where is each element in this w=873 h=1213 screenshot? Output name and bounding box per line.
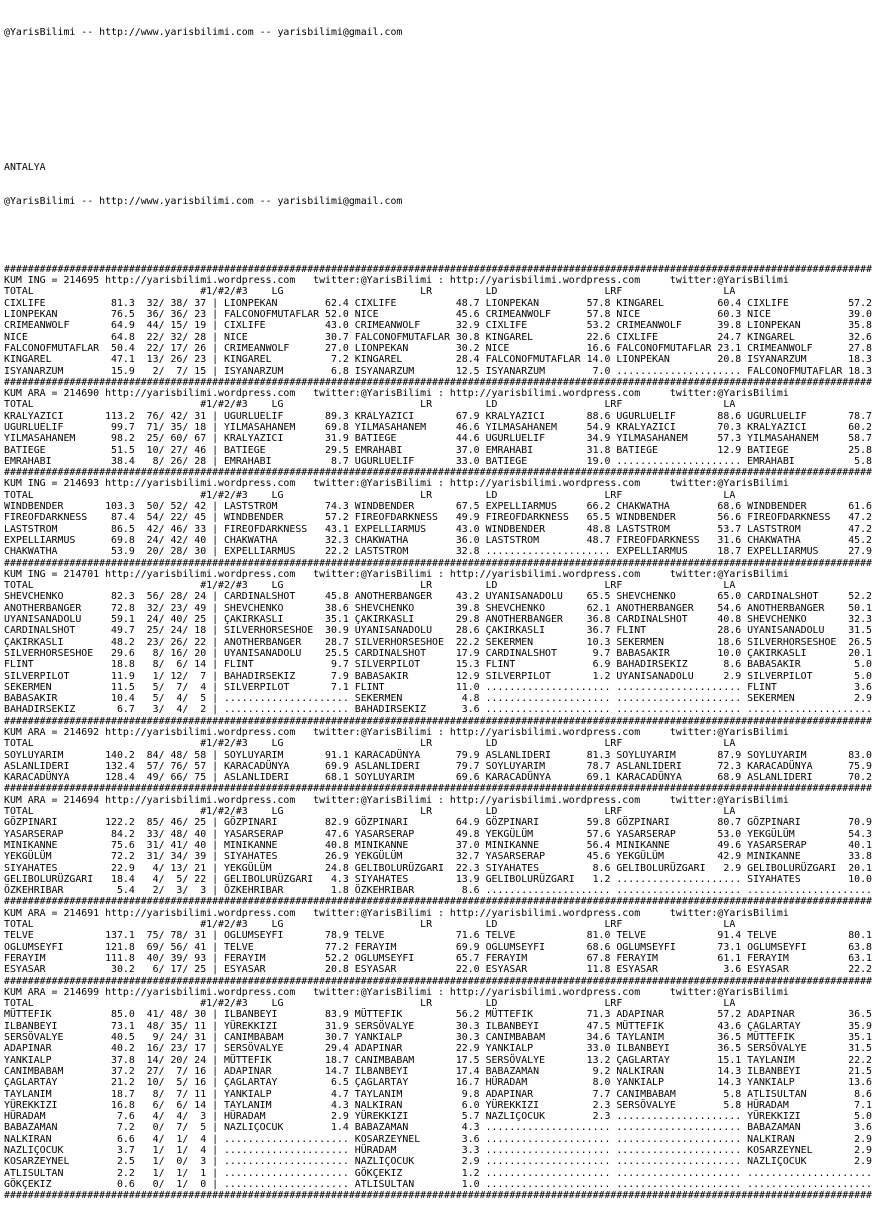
section-title: KUM ING = 214693 http://yarisbilimi.wordpress.com twitter:@YarisBilimi : http://yarisbilimi.wordpress.com twitter:@YarisBilimi	[4, 478, 789, 490]
table-row: NICE 64.8 22/ 32/ 28 | NICE 30.7 FALCONOFMUTAFLAR 30.8 KINGAREL 22.6 CIXLIFE 24.7 KINGAREL 32.6	[4, 331, 873, 343]
section-separator: ##################################################################################################################################################	[4, 263, 873, 275]
table-row: EXPELLIARMUS 69.8 24/ 42/ 40 | CHAKWATHA 32.3 CHAKWATHA 36.0 LASTSTROM 48.7 FIREOFDARKNESS 31.6 CHAKWATHA 45.2	[4, 534, 873, 546]
table-row: MÜTTEFIK 85.0 41/ 48/ 30 | ILBANBEYI 83.9 MÜTTEFIK 56.2 MÜTTEFIK 71.3 ADAPINAR 57.2 ADAPINAR 36.5	[4, 1009, 873, 1021]
table-row: TELVE 137.1 75/ 78/ 31 | OGLUMSEYFI 78.9 TELVE 71.6 TELVE 81.0 TELVE 91.4 TELVE 80.1	[4, 930, 873, 942]
table-row: UYANISANADOLU 59.1 24/ 40/ 25 | ÇAKIRKASLI 35.1 ÇAKIRKASLI 29.8 ANOTHERBANGER 36.8 CARDINALSHOT 40.8 SHEVCHENKO 32.3	[4, 614, 873, 626]
table-row: EMRAHABI 38.4 8/ 26/ 28 | EMRAHABI 8.7 UGURLUELIF 33.0 BATIEGE 19.0 ..................... EMRAHABI 5.8	[4, 455, 873, 467]
table-row: LIONPEKAN 76.5 36/ 36/ 23 | FALCONOFMUTAFLAR 52.0 NICE 45.6 CRIMEANWOLF 57.8 NICE 60.3 NICE 39.0	[4, 309, 873, 321]
section-separator: ##################################################################################################################################################	[4, 557, 873, 569]
table-row: CHAKWATHA 53.9 20/ 28/ 30 | EXPELLIARMUS 22.2 LASTSTROM 32.8 ..................... EXPELLIARMUS 18.7 EXPELLIARMUS 27.9	[4, 546, 873, 558]
blank-line	[4, 230, 873, 241]
column-header: TOTAL #1/#2/#3 LG LR LD LRF LA	[4, 738, 736, 750]
blank-line	[4, 94, 873, 105]
section-separator: ##################################################################################################################################################	[4, 896, 873, 908]
table-row: ISYANARZUM 15.9 2/ 7/ 15 | ISYANARZUM 6.8 ISYANARZUM 12.5 ISYANARZUM 7.0 ..................... FALCONOFMUTAFLAR 18.3	[4, 365, 873, 377]
section-title: KUM ARA = 214691 http://yarisbilimi.wordpress.com twitter:@YarisBilimi : http://yarisbilimi.wordpress.com twitter:@YarisBilimi	[4, 907, 789, 919]
table-row: FLINT 18.8 8/ 6/ 14 | FLINT 9.7 SILVERPILOT 15.3 FLINT 6.9 BAHADIRSEKIZ 8.6 BABASAKIR 5.0	[4, 659, 873, 671]
table-row: SILVERHORSESHOE 29.6 8/ 16/ 20 | UYANISANADOLU 25.5 CARDINALSHOT 17.9 CARDINALSHOT 9.7 BABASAKIR 10.0 ÇAKIRKASLI 20.1	[4, 647, 873, 659]
section-separator: ##################################################################################################################################################	[4, 975, 873, 987]
location-title: ANTALYA	[4, 162, 46, 174]
table-row: SHEVCHENKO 82.3 56/ 28/ 24 | CARDINALSHOT 45.8 ANOTHERBANGER 43.2 UYANISANADOLU 65.5 SHEVCHENKO 65.0 CARDINALSHOT 52.2	[4, 591, 873, 603]
table-row: GÖZPINARI 122.2 85/ 46/ 25 | GÖZPINARI 82.9 GÖZPINARI 64.9 GÖZPINARI 59.8 GÖZPINARI 80.7 GÖZPINARI 70.9	[4, 817, 873, 829]
table-row: SEKERMEN 11.5 5/ 7/ 4 | SILVERPILOT 7.1 FLINT 11.0 ..................... ..................... FLINT 3.6	[4, 681, 873, 693]
table-row: UGURLUELIF 99.7 71/ 35/ 18 | YILMASAHANEM 69.8 YILMASAHANEM 46.6 YILMASAHANEM 54.9 KRALYAZICI 70.3 KRALYAZICI 60.2	[4, 421, 873, 433]
table-row: CRIMEANWOLF 64.9 44/ 15/ 19 | CIXLIFE 43.0 CRIMEANWOLF 32.9 CIXLIFE 53.2 CRIMEANWOLF 39.8 LIONPEKAN 35.8	[4, 320, 873, 332]
table-row: SIYAHATES 22.9 4/ 13/ 21 | YEKGÜLÜM 24.8 GELIBOLURÜZGARI 22.3 SIYAHATES 8.6 GELIBOLURÜZGARI 2.9 GELIBOLURÜZGARI 20.1	[4, 862, 873, 874]
table-row: YANKIALP 37.8 14/ 20/ 24 | MÜTTEFIK 18.7 CANIMBABAM 17.5 SERSÖVALYE 13.2 ÇAGLARTAY 15.1 TAYLANIM 22.2	[4, 1054, 873, 1066]
table-row: ESYASAR 30.2 6/ 17/ 25 | ESYASAR 20.8 ESYASAR 22.0 ESYASAR 11.8 ESYASAR 3.6 ESYASAR 22.2	[4, 964, 873, 976]
table-row: LASTSTROM 86.5 42/ 46/ 33 | FIREOFDARKNESS 43.1 EXPELLIARMUS 43.0 WINDBENDER 48.8 LASTSTROM 53.7 LASTSTROM 47.2	[4, 523, 873, 535]
blank-line	[4, 128, 873, 139]
table-row: ÇAKIRKASLI 48.2 23/ 26/ 22 | ANOTHERBANGER 28.7 SILVERHORSESHOE 22.2 SEKERMEN 10.3 SEKERMEN 18.6 SILVERHORSESHOE 26.5	[4, 636, 873, 648]
table-row: BAHADIRSEKIZ 6.7 3/ 4/ 2 | ..................... BAHADIRSEKIZ 3.6 ..................... ..................... .....................	[4, 704, 873, 716]
column-header: TOTAL #1/#2/#3 LG LR LD LRF LA	[4, 806, 736, 818]
table-row: ATLISULTAN 2.2 1/ 1/ 1 | ..................... GÖKÇEKIZ 1.2 ..................... ..................... .....................	[4, 1167, 873, 1179]
table-row: CARDINALSHOT 49.7 25/ 24/ 18 | SILVERHORSESHOE 30.9 UYANISANADOLU 28.6 ÇAKIRKASLI 36.7 FLINT 28.6 UYANISANADOLU 31.5	[4, 625, 873, 637]
table-row: NAZLIÇOCUK 3.7 1/ 1/ 4 | ..................... HÜRADAM 3.3 ..................... ..................... KOSARZEYNEL 2.9	[4, 1144, 873, 1156]
column-header: TOTAL #1/#2/#3 LG LR LD LRF LA	[4, 399, 736, 411]
table-row: NALKIRAN 6.6 4/ 1/ 4 | ..................... KOSARZEYNEL 3.6 ..................... ..................... NALKIRAN 2.9	[4, 1133, 873, 1145]
column-header: TOTAL #1/#2/#3 LG LR LD LRF LA	[4, 580, 736, 592]
contact-line: @YarisBilimi -- http://www.yarisbilimi.com -- yarisbilimi@gmail.com	[4, 26, 403, 38]
contact-line: @YarisBilimi -- http://www.yarisbilimi.com -- yarisbilimi@gmail.com	[4, 196, 403, 208]
table-row: KARACADÜNYA 128.4 49/ 66/ 75 | ASLANLIDERI 68.1 SOYLUYARIM 69.6 KARACADÜNYA 69.1 KARACADÜNYA 68.9 ASLANLIDERI 70.2	[4, 772, 873, 784]
section-title: KUM ARA = 214690 http://yarisbilimi.wordpress.com twitter:@YarisBilimi : http://yarisbilimi.wordpress.com twitter:@YarisBilimi	[4, 388, 789, 400]
table-row: OGLUMSEYFI 121.8 69/ 56/ 41 | TELVE 77.2 FERAYIM 69.9 OGLUMSEYFI 68.6 OGLUMSEYFI 73.1 OGLUMSEYFI 63.8	[4, 941, 873, 953]
section-separator: ##################################################################################################################################################	[4, 467, 873, 479]
report-sections	[4, 264, 873, 1202]
column-header: TOTAL #1/#2/#3 LG LR LD LRF LA	[4, 998, 736, 1010]
section-title: KUM ARA = 214692 http://yarisbilimi.wordpress.com twitter:@YarisBilimi : http://yarisbilimi.wordpress.com twitter:@YarisBilimi	[4, 727, 789, 738]
table-row: KINGAREL 47.1 13/ 26/ 23 | KINGAREL 7.2 KINGAREL 28.4 FALCONOFMUTAFLAR 14.0 LIONPEKAN 20.8 ISYANARZUM 18.3	[4, 354, 873, 366]
table-row: MINIKANNE 75.6 31/ 41/ 40 | MINIKANNE 40.8 MINIKANNE 37.0 MINIKANNE 56.4 MINIKANNE 49.6 YASARSERAP 40.1	[4, 839, 873, 851]
table-row: TAYLANIM 18.7 8/ 7/ 11 | YANKIALP 4.7 TAYLANIM 9.8 ADAPINAR 7.7 CANIMBABAM 5.8 ATLISULTAN 8.6	[4, 1088, 873, 1100]
table-row: GELIBOLURÜZGARI 18.4 4/ 5/ 22 | GELIBOLURÜZGARI 4.3 SIYAHATES 13.9 GELIBOLURÜZGARI 1.2 ..................... SIYAHATES 10.0	[4, 873, 873, 885]
table-row: ANOTHERBANGER 72.8 32/ 23/ 49 | SHEVCHENKO 38.6 SHEVCHENKO 39.8 SHEVCHENKO 62.1 ANOTHERBANGER 54.6 ANOTHERBANGER 50.1	[4, 602, 873, 614]
section-separator: ##################################################################################################################################################	[4, 783, 873, 795]
table-row: GÖKÇEKIZ 0.6 0/ 1/ 0 | ..................... ATLISULTAN 1.0 ..................... ..................... .....................	[4, 1178, 873, 1190]
table-row: BATIEGE 51.5 10/ 27/ 46 | BATIEGE 29.5 EMRAHABI 37.0 EMRAHABI 31.8 BATIEGE 12.9 BATIEGE 25.8	[4, 444, 873, 456]
column-header: TOTAL #1/#2/#3 LG LR LD LRF LA	[4, 286, 736, 298]
table-row: YASARSERAP 84.2 33/ 48/ 40 | YASARSERAP 47.6 YASARSERAP 49.8 YEKGÜLÜM 57.6 YASARSERAP 53.0 YEKGÜLÜM 54.3	[4, 828, 873, 840]
section-title: KUM ING = 214701 http://yarisbilimi.wordpress.com twitter:@YarisBilimi : http://yarisbilimi.wordpress.com twitter:@YarisBilimi	[4, 568, 789, 580]
table-row: YÜREKKIZI 16.8 6/ 6/ 14 | TAYLANIM 4.3 NALKIRAN 6.0 YÜREKKIZI 2.3 SERSÖVALYE 5.8 HÜRADAM 7.1	[4, 1099, 873, 1111]
table-row: ÖZKEHRIBAR 5.4 2/ 3/ 3 | ÖZKEHRIBAR 1.8 ÖZKEHRIBAR 8.6 ..................... ..................... .....................	[4, 885, 873, 897]
table-row: CANIMBABAM 37.2 27/ 7/ 16 | ADAPINAR 14.7 ILBANBEYI 17.4 BABAZAMAN 9.2 NALKIRAN 14.3 ILBANBEYI 21.5	[4, 1065, 873, 1077]
table-row: ADAPINAR 40.2 16/ 23/ 17 | SERSÖVALYE 29.4 ADAPINAR 22.9 YANKIALP 33.0 ILBANBEYI 36.5 SERSÖVALYE 31.5	[4, 1043, 873, 1055]
table-row: YEKGÜLÜM 72.2 31/ 34/ 39 | SIYAHATES 26.9 YEKGÜLÜM 32.7 YASARSERAP 45.6 YEKGÜLÜM 42.9 MINIKANNE 33.8	[4, 851, 873, 863]
table-row: ÇAGLARTAY 21.2 10/ 5/ 16 | ÇAGLARTAY 6.5 ÇAGLARTAY 16.7 HÜRADAM 8.0 YANKIALP 14.3 YANKIALP 13.6	[4, 1077, 873, 1089]
table-row: SOYLUYARIM 140.2 84/ 48/ 58 | SOYLUYARIM 91.1 KARACADÜNYA 79.9 ASLANLIDERI 81.3 SOYLUYARIM 87.9 SOYLUYARIM 83.0	[4, 749, 873, 761]
table-row: FERAYIM 111.8 40/ 39/ 93 | FERAYIM 52.2 OGLUMSEYFI 65.7 FERAYIM 67.8 FERAYIM 61.1 FERAYIM 63.1	[4, 952, 873, 964]
table-row: ILBANBEYI 73.1 48/ 35/ 11 | YÜREKKIZI 31.9 SERSÖVALYE 30.3 ILBANBEYI 47.5 MÜTTEFIK 43.6 ÇAGLARTAY 35.9	[4, 1020, 873, 1032]
table-row: BABAZAMAN 7.2 0/ 7/ 5 | NAZLIÇOCUK 1.4 BABAZAMAN 4.3 ..................... ..................... BABAZAMAN 3.6	[4, 1122, 873, 1134]
table-row: FIREOFDARKNESS 87.4 54/ 22/ 45 | WINDBENDER 57.2 FIREOFDARKNESS 49.9 FIREOFDARKNESS 65.5 WINDBENDER 56.6 FIREOFDARKNESS 47.2	[4, 512, 873, 524]
table-row: FALCONOFMUTAFLAR 50.4 22/ 17/ 26 | CRIMEANWOLF 27.0 LIONPEKAN 30.2 NICE 16.6 FALCONOFMUTAFLAR 23.1 CRIMEANWOLF 27.8	[4, 342, 873, 354]
table-row: SILVERPILOT 11.9 1/ 12/ 7 | BAHADIRSEKIZ 7.9 BABASAKIR 12.9 SILVERPILOT 1.2 UYANISANADOLU 2.9 SILVERPILOT 5.0	[4, 670, 873, 682]
section-separator: ##################################################################################################################################################	[4, 376, 873, 388]
section-title: KUM ING = 214695 http://yarisbilimi.wordpress.com twitter:@YarisBilimi : http://yarisbilimi.wordpress.com twitter:@YarisBilimi	[4, 275, 789, 287]
section-separator: ##################################################################################################################################################	[4, 1190, 873, 1202]
column-header: TOTAL #1/#2/#3 LG LR LD LRF LA	[4, 489, 736, 501]
section-title: KUM ARA = 214699 http://yarisbilimi.wordpress.com twitter:@YarisBilimi : http://yarisbilimi.wordpress.com twitter:@YarisBilimi	[4, 986, 789, 998]
table-row: CIXLIFE 81.3 32/ 38/ 37 | LIONPEKAN 62.4 CIXLIFE 48.7 LIONPEKAN 57.8 KINGAREL 60.4 CIXLIFE 57.2	[4, 297, 873, 309]
column-header: TOTAL #1/#2/#3 LG LR LD LRF LA	[4, 919, 736, 931]
table-row: ASLANLIDERI 132.4 57/ 76/ 57 | KARACADÜNYA 69.9 ASLANLIDERI 79.7 SOYLUYARIM 78.7 ASLANLIDERI 72.3 KARACADÜNYA 75.9	[4, 760, 873, 772]
blank-line	[4, 60, 873, 71]
table-row: YILMASAHANEM 98.2 25/ 60/ 67 | KRALYAZICI 31.9 BATIEGE 44.6 UGURLUELIF 34.9 YILMASAHANEM 57.3 YILMASAHANEM 58.7	[4, 433, 873, 445]
table-row: KOSARZEYNEL 2.5 1/ 0/ 3 | ..................... NAZLIÇOCUK 2.9 ..................... ..................... NAZLIÇOCUK 2.9	[4, 1156, 873, 1168]
table-row: WINDBENDER 103.3 50/ 52/ 42 | LASTSTROM 74.3 WINDBENDER 67.5 EXPELLIARMUS 66.2 CHAKWATHA 68.6 WINDBENDER 61.6	[4, 501, 873, 513]
section-title: KUM ARA = 214694 http://yarisbilimi.wordpress.com twitter:@YarisBilimi : http://yarisbilimi.wordpress.com twitter:@YarisBilimi	[4, 794, 789, 806]
table-row: SERSÖVALYE 40.5 9/ 24/ 31 | CANIMBABAM 30.7 YANKIALP 30.3 CANIMBABAM 34.6 TAYLANIM 36.5 MÜTTEFIK 35.1	[4, 1032, 873, 1044]
table-row: BABASAKIR 10.4 5/ 4/ 5 | ..................... SEKERMEN 4.8 ..................... ..................... SEKERMEN 2.9	[4, 693, 873, 705]
table-row: KRALYAZICI 113.2 76/ 42/ 31 | UGURLUELIF 89.3 KRALYAZICI 67.9 KRALYAZICI 88.6 UGURLUELIF 88.6 UGURLUELIF 78.7	[4, 410, 873, 422]
table-row: HÜRADAM 7.6 4/ 4/ 3 | HÜRADAM 2.9 YÜREKKIZI 5.7 NAZLIÇOCUK 2.3 ..................... YÜREKKIZI 5.0	[4, 1111, 873, 1123]
section-separator: ##################################################################################################################################################	[4, 715, 873, 727]
